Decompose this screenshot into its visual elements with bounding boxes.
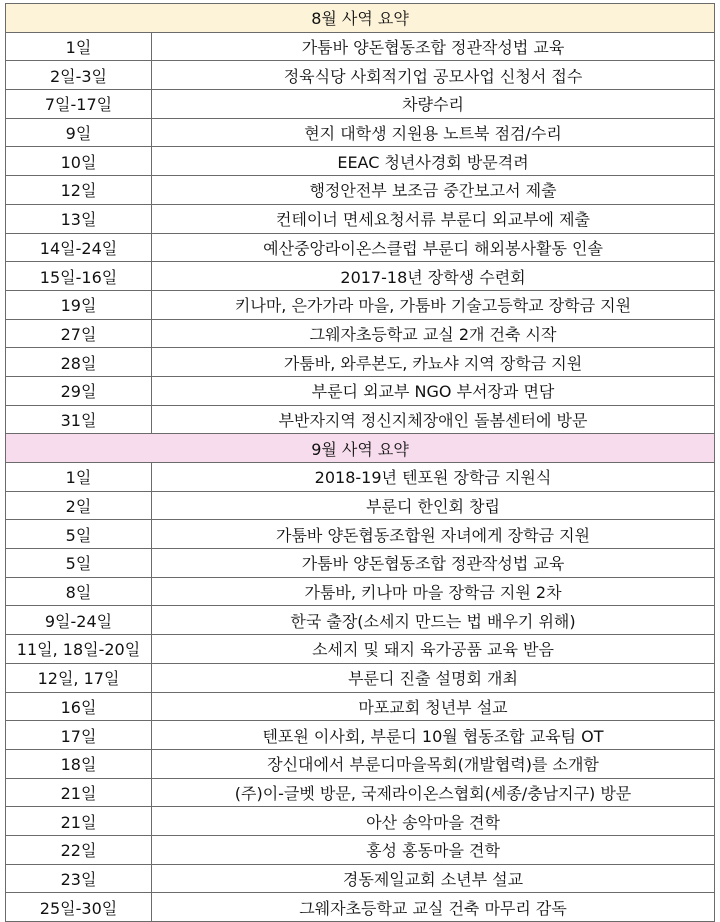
section-header-row [6,434,715,463]
table-row [6,463,715,492]
table-row [6,721,715,750]
activity-cell: 예산중앙라이온스클럽 부룬디 해외봉사활동 인솔 [152,233,715,262]
date-cell: 15일-16일 [6,262,152,291]
date-cell: 2일-3일 [6,61,152,90]
activity-cell: 소세지 및 돼지 육가공품 교육 받음 [152,635,715,664]
table-row [6,606,715,635]
date-cell: 5일 [6,549,152,578]
table-row [6,290,715,319]
date-cell: 12일 [6,176,152,205]
activity-cell: 2018-19년 텐포원 장학금 지원식 [152,463,715,492]
date-cell: 28일 [6,348,152,377]
table-row [6,262,715,291]
activity-cell: 그웨자초등학교 교실 2개 건축 시작 [152,319,715,348]
table-row [6,204,715,233]
date-cell: 5일 [6,520,152,549]
activity-cell: 그웨자초등학교 교실 건축 마무리 감독 [152,893,715,922]
activity-cell: 가툼바 양돈협동조합 정관작성법 교육 [152,549,715,578]
activity-cell: 가툼바, 와루본도, 카뇨샤 지역 장학금 지원 [152,348,715,377]
activity-cell: 차량수리 [152,90,715,119]
section-title: 9월 사역 요약 [6,434,715,463]
table-row [6,635,715,664]
date-cell: 31일 [6,405,152,434]
date-cell: 29일 [6,376,152,405]
table-row [6,147,715,176]
activity-cell: 2017-18년 장학생 수련회 [152,262,715,291]
table-row [6,692,715,721]
table-row [6,835,715,864]
activity-cell: 마포교회 청년부 설교 [152,692,715,721]
activity-cell: EEAC 청년사경회 방문격려 [152,147,715,176]
section-header-row [6,4,715,33]
date-cell: 1일 [6,463,152,492]
schedule-document [5,3,720,922]
date-cell: 9일 [6,118,152,147]
table-row [6,233,715,262]
date-cell: 1일 [6,32,152,61]
activity-cell: 부룬디 진출 설명회 개최 [152,663,715,692]
activity-cell: 장신대에서 부룬디마을목회(개발협력)를 소개함 [152,749,715,778]
date-cell: 9일-24일 [6,606,152,635]
date-cell: 17일 [6,721,152,750]
date-cell: 21일 [6,807,152,836]
table-row [6,663,715,692]
table-row [6,807,715,836]
date-cell: 18일 [6,749,152,778]
table-row [6,90,715,119]
date-cell: 16일 [6,692,152,721]
date-cell: 27일 [6,319,152,348]
activity-cell: 홍성 홍동마을 견학 [152,835,715,864]
date-cell: 21일 [6,778,152,807]
table-row [6,118,715,147]
activity-cell: 가툼바 양돈협동조합 정관작성법 교육 [152,32,715,61]
activity-cell: 컨테이너 면세요청서류 부룬디 외교부에 제출 [152,204,715,233]
activity-cell: (주)이-글벳 방문, 국제라이온스협회(세종/충남지구) 방문 [152,778,715,807]
table-row [6,61,715,90]
activity-cell: 아산 송악마을 견학 [152,807,715,836]
date-cell: 2일 [6,491,152,520]
table-body [6,4,715,922]
date-cell: 8일 [6,577,152,606]
activity-cell: 부룬디 한인회 창립 [152,491,715,520]
date-cell: 10일 [6,147,152,176]
table-row [6,893,715,922]
date-cell: 11일, 18일-20일 [6,635,152,664]
activity-cell: 한국 출장(소세지 만드는 법 배우기 위해) [152,606,715,635]
date-cell: 23일 [6,864,152,893]
table-row [6,405,715,434]
date-cell: 13일 [6,204,152,233]
table-row [6,577,715,606]
table-row [6,32,715,61]
table-row [6,176,715,205]
date-cell: 7일-17일 [6,90,152,119]
date-cell: 12일, 17일 [6,663,152,692]
table-row [6,348,715,377]
table-row [6,749,715,778]
table-row [6,549,715,578]
date-cell: 19일 [6,290,152,319]
activity-cell: 가툼바 양돈협동조합원 자녀에게 장학금 지원 [152,520,715,549]
date-cell: 22일 [6,835,152,864]
table-row [6,491,715,520]
activity-cell: 부룬디 외교부 NGO 부서장과 면담 [152,376,715,405]
activity-cell: 행정안전부 보조금 중간보고서 제출 [152,176,715,205]
monthly-summary-table [5,3,715,922]
activity-cell: 부반자지역 정신지체장애인 돌봄센터에 방문 [152,405,715,434]
table-row [6,520,715,549]
activity-cell: 키나마, 은가가라 마을, 가툼바 기술고등학교 장학금 지원 [152,290,715,319]
table-row [6,778,715,807]
date-cell: 14일-24일 [6,233,152,262]
table-row [6,319,715,348]
table-row [6,864,715,893]
activity-cell: 텐포원 이사회, 부룬디 10월 협동조합 교육팀 OT [152,721,715,750]
date-cell: 25일-30일 [6,893,152,922]
section-title: 8월 사역 요약 [6,4,715,33]
activity-cell: 가툼바, 키나마 마을 장학금 지원 2차 [152,577,715,606]
activity-cell: 현지 대학생 지원용 노트북 점검/수리 [152,118,715,147]
activity-cell: 정육식당 사회적기업 공모사업 신청서 접수 [152,61,715,90]
activity-cell: 경동제일교회 소년부 설교 [152,864,715,893]
table-row [6,376,715,405]
